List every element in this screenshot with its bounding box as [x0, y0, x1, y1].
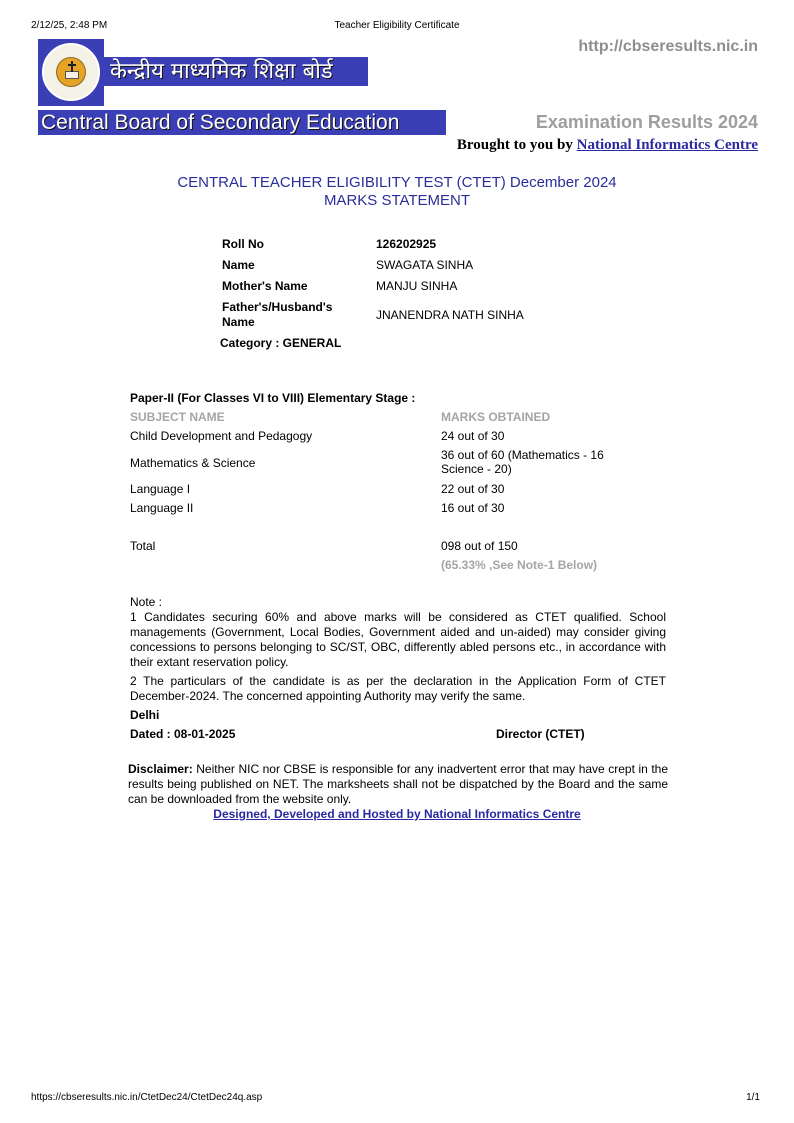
brought-to-you-by [457, 137, 758, 154]
brought-prefix: Brought to you by [456, 137, 577, 153]
exam-results-heading: Examination Results 2024 [535, 112, 758, 132]
place: Delhi [130, 708, 160, 722]
subject-marks: 24 out of 30 [441, 429, 505, 443]
print-datetime: 2/12/25, 2:48 PM [31, 20, 108, 31]
disclaimer [128, 762, 668, 807]
subject-name-header: SUBJECT NAME [130, 410, 225, 424]
disclaimer-text: Neither NIC nor CBSE is responsible for any inadvertent error that may have crept in the results being published on NET. The marksheets shall not be dispatched by the Board and the same can be downloaded from the website only. [128, 762, 668, 806]
print-page-count: 1/1 [746, 1092, 760, 1103]
note-2: 2 The particulars of the candidate is as per the declaration in the Application Form of CTET December-2024. The concerned appointing Authority may verify the same. [130, 674, 666, 703]
subject-name: Mathematics & Science [130, 456, 256, 470]
mother-name-label: Mother's Name [222, 279, 308, 293]
hindi-board-name: केन्द्रीय माध्यमिक शिक्षा बोर्ड [104, 57, 368, 86]
percentage: (65.33% ,See Note-1 Below) [441, 558, 598, 572]
exam-title: CENTRAL TEACHER ELIGIBILITY TEST (CTET) December 2024 [177, 174, 617, 191]
paper-heading: Paper-II (For Classes VI to VIII) Elementary Stage : [130, 391, 416, 405]
name-value: SWAGATA SINHA [376, 258, 474, 272]
mother-name-value: MANJU SINHA [376, 279, 458, 293]
cbse-logo [38, 39, 104, 106]
dated: Dated : 08-01-2025 [130, 727, 236, 741]
subject-marks-cont: Science - 20) [441, 462, 512, 476]
note-heading: Note : [130, 595, 163, 609]
name-label: Name [222, 258, 255, 272]
father-name-label-line2: Name [222, 315, 255, 329]
subject-marks: 22 out of 30 [441, 482, 505, 496]
total-value: 098 out of 150 [441, 539, 518, 553]
subject-name: Child Development and Pedagogy [130, 429, 313, 443]
note-1: 1 Candidates securing 60% and above marks will be considered as CTET qualified. School managements (Government, Local Bodies, Government aided and un-aided) may consider giving concessions to persons belonging to SC/ST, OBC, differently abled persons etc., in accordance with their extant reservation policy. [130, 610, 666, 669]
english-board-name: Central Board of Secondary Education [38, 110, 446, 135]
disclaimer-label: Disclaimer: [128, 762, 193, 776]
subject-marks: 16 out of 30 [441, 501, 505, 515]
print-page-url: https://cbseresults.nic.in/CtetDec24/CtetDec24q.asp [31, 1092, 263, 1103]
signatory: Director (CTET) [496, 727, 585, 741]
subject-name: Language I [130, 482, 191, 496]
site-url: http://cbseresults.nic.in [578, 38, 758, 55]
nic-credit-link[interactable]: Designed, Developed and Hosted by National Informatics Centre [213, 807, 581, 821]
cbse-emblem-icon [42, 43, 100, 101]
father-name-label-line1: Father's/Husband's [222, 300, 333, 314]
roll-no-value: 126202925 [376, 237, 437, 251]
subject-name: Language II [130, 501, 194, 515]
roll-no-label: Roll No [222, 237, 264, 251]
print-page-title: Teacher Eligibility Certificate [334, 20, 460, 31]
marks-obtained-header: MARKS OBTAINED [441, 410, 551, 424]
marks-statement-title: MARKS STATEMENT [323, 192, 471, 209]
category: Category : GENERAL [220, 336, 342, 350]
nic-link[interactable]: National Informatics Centre [576, 137, 758, 153]
father-name-value: JNANENDRA NATH SINHA [376, 308, 524, 322]
subject-marks: 36 out of 60 (Mathematics - 16 [441, 448, 604, 462]
total-label: Total [130, 539, 156, 553]
